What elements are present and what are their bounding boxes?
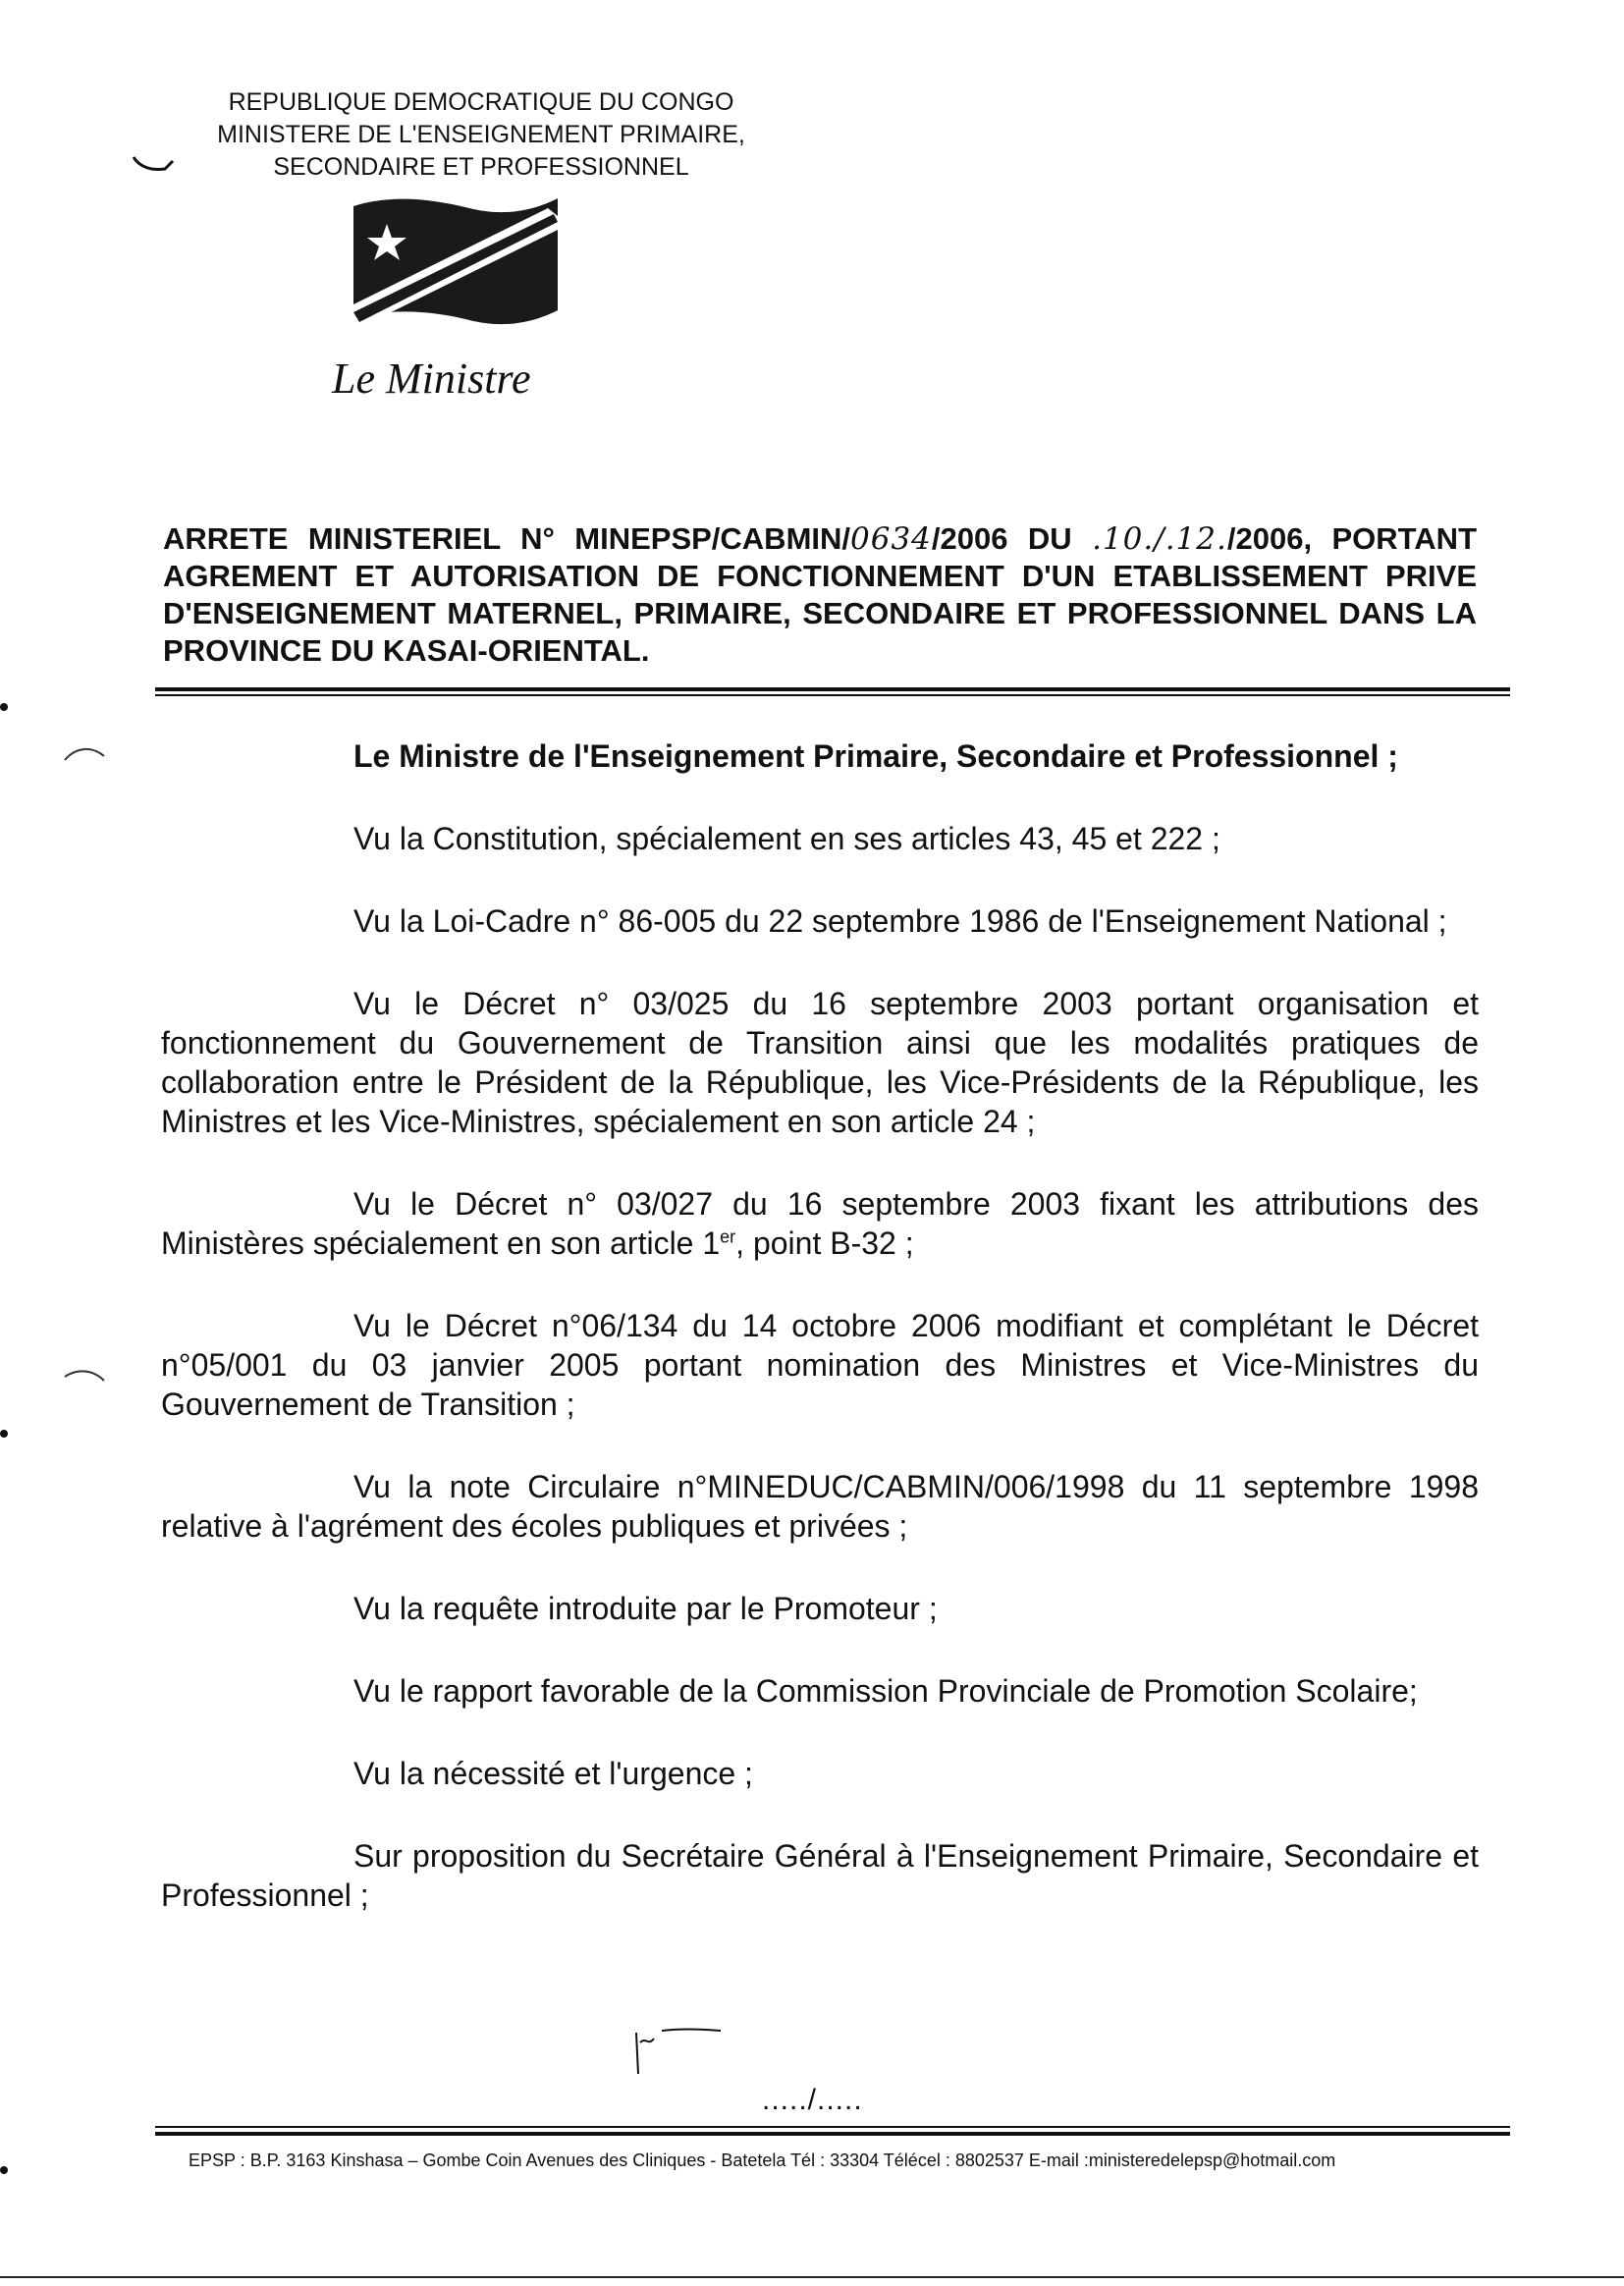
paragraph-requete: Vu la requête introduite par le Promoteur ; — [353, 1591, 938, 1626]
paragraph-constitution: Vu la Constitution, spécialement en ses articles 43, 45 et 222 ; — [353, 821, 1220, 856]
title-mid: /2006 DU — [931, 521, 1093, 556]
intro-paragraph: Le Ministre de l'Enseignement Primaire, Secondaire et Professionnel ; — [353, 738, 1398, 774]
letterhead-ministry: MINISTERE DE L'ENSEIGNEMENT PRIMAIRE, — [217, 121, 745, 148]
paragraph-proposition: Sur proposition du Secrétaire Général à l'Enseignement Primaire, Secondaire et Professionnel ; — [161, 1838, 1479, 1913]
footer-address: EPSP : B.P. 3163 Kinshasa – Gombe Coin Avenues des Cliniques - Batetela Tél : 33304 Télécel : 8802537 E-mail :ministeredelepsp@hotmail.com — [189, 2150, 1336, 2170]
page-bottom-edge — [0, 2276, 1624, 2278]
initials-scribble — [619, 2023, 727, 2082]
title-suffix: /2006, PORTANT AGREMENT ET AUTORISATION DE FONCTIONNEMENT D'UN ETABLISSEMENT PRIVE D'ENSEIGNEMENT MATERNEL, PRIMAIRE, SECONDAIRE ET PROFESSIONNEL DANS LA PROVINCE DU KASAI-ORIENTAL. — [163, 521, 1478, 668]
footer-divider — [155, 2126, 1510, 2138]
scan-dot — [0, 2166, 8, 2174]
scan-arc — [63, 1367, 106, 1387]
letterhead-ministry-cont: SECONDAIRE ET PROFESSIONNEL — [273, 153, 689, 181]
decree-body — [161, 736, 1479, 1958]
drc-flag-emblem — [352, 194, 560, 332]
paragraph-loi-cadre: Vu la Loi-Cadre n° 86-005 du 22 septembre 1986 de l'Enseignement National ; — [353, 903, 1447, 939]
letterhead — [187, 86, 776, 184]
minister-heading: Le Ministre — [332, 354, 531, 403]
letterhead-country: REPUBLIQUE DEMOCRATIQUE DU CONGO — [228, 88, 734, 116]
paragraph-decret-06-134: Vu le Décret n°06/134 du 14 octobre 2006 modifiant et complétant le Décret n°05/001 du 03 janvier 2005 portant nomination des Ministres et Vice-Ministres du Gouvernement de Transition ; — [161, 1308, 1479, 1422]
p4-text: Vu le Décret n° 03/027 du 16 septembre 2003 fixant les attributions des Ministères spécialement en son article 1 — [161, 1186, 1479, 1261]
paragraph-urgence: Vu la nécessité et l'urgence ; — [353, 1756, 753, 1791]
scan-dot — [0, 703, 8, 711]
decree-number-handwritten: 0634 — [850, 521, 932, 557]
page-continuation-marker: ...../..... — [762, 2084, 863, 2116]
scan-tick-mark — [130, 149, 189, 179]
paragraph-rapport: Vu le rapport favorable de la Commission Provinciale de Promotion Scolaire; — [353, 1673, 1418, 1709]
p4-text-end: , point B-32 ; — [735, 1225, 914, 1261]
decree-date-handwritten: .10./.12. — [1092, 521, 1227, 557]
scan-dot — [0, 1430, 8, 1438]
decree-title — [163, 520, 1477, 670]
paragraph-circulaire: Vu la note Circulaire n°MINEDUC/CABMIN/006/1998 du 11 septembre 1998 relative à l'agrément des écoles publiques et privées ; — [161, 1469, 1479, 1544]
paragraph-decret-03-027 — [161, 1184, 1479, 1263]
paragraph-decret-03-025: Vu le Décret n° 03/025 du 16 septembre 2003 portant organisation et fonctionnement du Gouvernement de Transition ainsi que les modalités pratiques de collaboration entre le Président de la République, les Vice-Présidents de la République, les Ministres et les Vice-Ministres, spécialement en son article 24 ; — [161, 986, 1479, 1139]
p4-superscript: er — [720, 1226, 736, 1247]
title-divider — [155, 687, 1510, 697]
title-prefix: ARRETE MINISTERIEL N° MINEPSP/CABMIN/ — [163, 521, 851, 556]
scan-arc — [63, 744, 106, 764]
